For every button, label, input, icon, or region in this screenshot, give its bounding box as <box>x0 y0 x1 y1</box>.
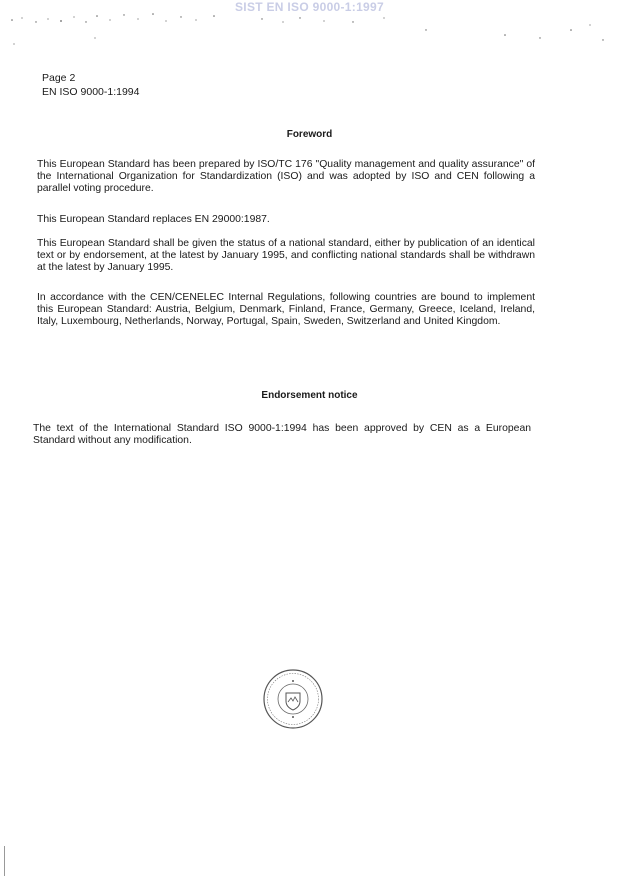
foreword-paragraph-4: In accordance with the CEN/CENELEC Internal Regulations, following countries are bound to implement this European Standard: Austria, Belgium, Denmark, Finland, France, Germany, Greece, Iceland, Ireland, Italy, Luxembourg, Netherlands, Norway, Portugal, Spain, Sweden, Switzerland and United Kingdom. <box>37 292 535 327</box>
page-header <box>42 71 139 99</box>
page-number: Page 2 <box>42 72 76 84</box>
watermark: SIST EN ISO 9000-1:1997 <box>235 0 384 14</box>
foreword-paragraph-3: This European Standard shall be given the status of a national standard, either by publication of an identical text or by endorsement, at the latest by January 1995, and conflicting national standards shall be withdrawn at the latest by January 1995. <box>37 238 535 273</box>
foreword-paragraph-2: This European Standard replaces EN 29000:1987. <box>37 214 270 225</box>
foreword-paragraph-1: This European Standard has been prepared by ISO/TC 176 "Quality management and quality assurance" of the International Organization for Standardization (ISO) and was adopted by ISO and CEN following a parallel voting procedure. <box>37 159 535 194</box>
endorsement-heading: Endorsement notice <box>261 390 358 401</box>
institute-seal-icon <box>262 668 324 730</box>
scan-noise <box>0 0 619 60</box>
foreword-heading: Foreword <box>286 129 333 140</box>
page-edge-line <box>4 846 5 876</box>
endorsement-text: The text of the International Standard ISO 9000-1:1994 has been approved by CEN as a European Standard without any modification. <box>33 423 531 446</box>
document-id: EN ISO 9000-1:1994 <box>42 86 140 98</box>
